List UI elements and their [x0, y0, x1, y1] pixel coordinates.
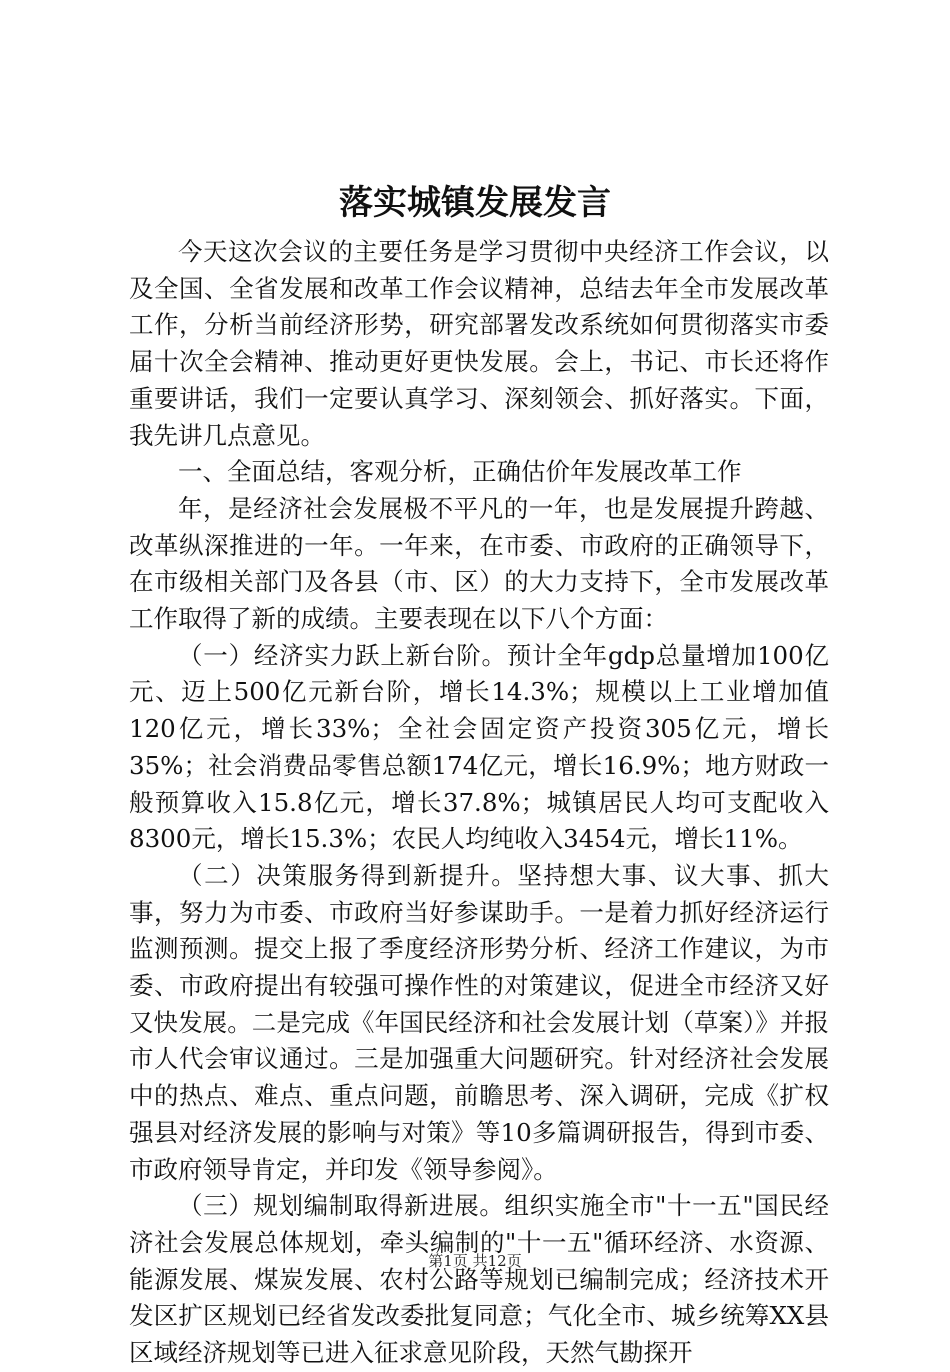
paragraph-item-3: （三）规划编制取得新进展。组织实施全市"十一五"国民经济社会发展总体规划，牵头编制的"十一五"循环经济、水资源、能源发展、煤炭发展、农村公路等规划已编制完成；经济技术开发区扩区规划已经省发改委批复同意；气化全市、城乡统筹XX县区域经济规划等已进入征求意见阶段，天然气勘探开: [129, 1191, 829, 1368]
section-heading-1: 一、全面总结，客观分析，正确估价年发展改革工作: [178, 457, 742, 487]
document-title: 落实城镇发展发言: [339, 183, 611, 223]
page-number: 第1页 共12页: [428, 1252, 522, 1270]
paragraph-intro: 今天这次会议的主要任务是学习贯彻中央经济工作会议，以及全国、全省发展和改革工作会议精神，总结去年全市发展改革工作，分析当前经济形势，研究部署发改系统如何贯彻落实市委届十次全会精神、推动更好更快发展。会上，书记、市长还将作重要讲话，我们一定要认真学习、深刻领会、抓好落实。下面，我先讲几点意见。: [129, 237, 829, 450]
paragraph-item-1: （一）经济实力跃上新台阶。预计全年gdp总量增加100亿元、迈上500亿元新台阶，增长14.3%；规模以上工业增加值120亿元，增长33%；全社会固定资产投资305亿元，增长35%；社会消费品零售总额174亿元，增长16.9%；地方财政一般预算收入15.8亿元，增长37.8%；城镇居民人均可支配收入8300元，增长15.3%；农民人均纯收入3454元，增长11%。: [129, 640, 829, 854]
document-body: [129, 234, 829, 1372]
paragraph-item-2: （二）决策服务得到新提升。坚持想大事、议大事、抓大事，努力为市委、市政府当好参谋助手。一是着力抓好经济运行监测预测。提交上报了季度经济形势分析、经济工作建议，为市委、市政府提出有较强可操作性的对策建议，促进全市经济又好又快发展。二是完成《年国民经济和社会发展计划（草案）》并报市人代会审议通过。三是加强重大问题研究。针对经济社会发展中的热点、难点、重点问题，前瞻思考、深入调研，完成《扩权强县对经济发展的影响与对策》等10多篇调研报告，得到市委、市政府领导肯定，并印发《领导参阅》。: [129, 860, 829, 1184]
paragraph-overview: 年，是经济社会发展极不平凡的一年，也是发展提升跨越、改革纵深推进的一年。一年来，在市委、市政府的正确领导下，在市级相关部门及各县（市、区）的大力支持下，全市发展改革工作取得了新的成绩。主要表现在以下八个方面：: [129, 493, 829, 634]
